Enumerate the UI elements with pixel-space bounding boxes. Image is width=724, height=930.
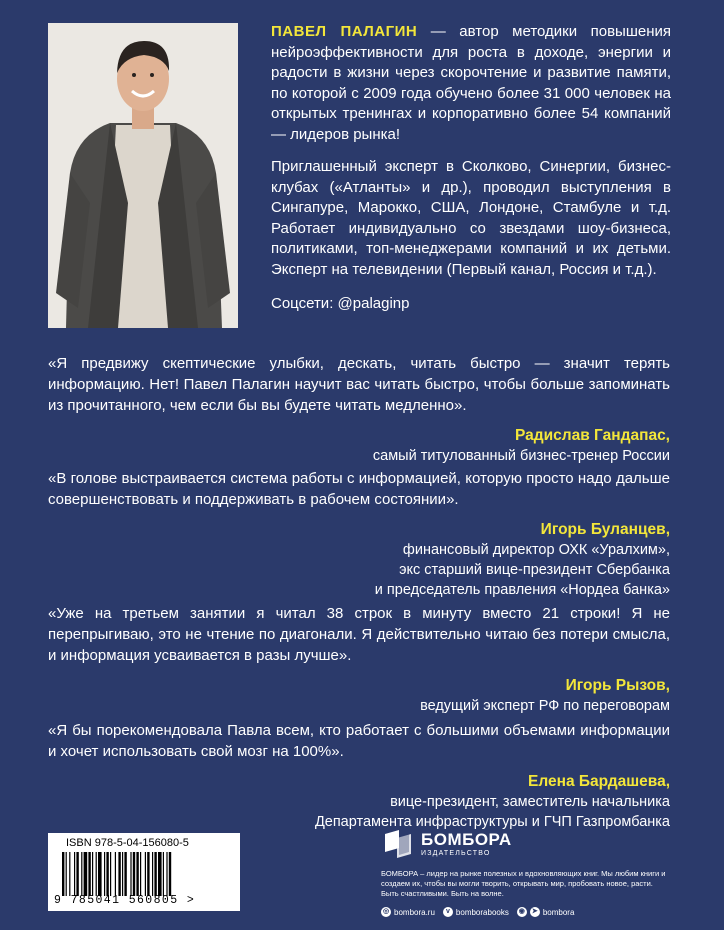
publisher-description: БОМБОРА – лидер на рынке полезных и вдохновляющих книг. Мы любим книги и создаем их, чтобы вы могли творить, открывать мир, пробовать новое, расти. Быть счастливыми. Быть на волне. — [381, 869, 666, 898]
author-photo — [48, 23, 238, 328]
testimonial-1 — [48, 353, 670, 466]
publisher-logo — [381, 828, 681, 860]
publisher-links — [381, 907, 681, 917]
vk-icon: v — [443, 907, 453, 917]
instagram-icon: ◉ — [518, 908, 525, 915]
isbn-label: ISBN 978-5-04-156080-5 — [66, 837, 189, 849]
social-link-label: bombora — [542, 907, 575, 917]
testimonial-2 — [48, 468, 670, 600]
website-link-label: bombora.ru — [394, 907, 435, 917]
testimonial-role: вице-президент, заместитель начальника — [390, 794, 670, 810]
vk-link-label: bomborabooks — [455, 907, 509, 917]
testimonial-text: «Уже на третьем занятии я читал 38 строк в минуту вместо 21 строки! Я не перепрыгиваю, это не чтение по диагонали. Я действительно читаю без потери смысла, и информация усваивается в разы лучше». — [48, 605, 670, 664]
social-link[interactable] — [517, 907, 575, 917]
testimonial-role: и председатель правления «Нордеа банка» — [374, 582, 670, 598]
barcode-icon — [62, 852, 226, 896]
testimonial-role: ведущий эксперт РФ по переговорам — [420, 698, 670, 714]
testimonial-role: самый титулованный бизнес-тренер России — [372, 448, 670, 464]
testimonial-text: «Я бы порекомендовала Павла всем, кто работает с большими объемами информации и хочет использовать свой мозг на 100%». — [48, 722, 670, 760]
bio-intro: — автор методики повышения нейроэффективности для роста в доходе, энергии и радости в жизни через скорочтение и развитие памяти, по которой с 2009 года обучено более 31 000 человек на открытых тренингах и корпоративно более 54 компаний — лидеров рынка! — [271, 23, 671, 143]
author-name: ПАВЕЛ ПАЛАГИН — [271, 23, 418, 40]
testimonial-author: Елена Бардашева, — [528, 773, 670, 790]
publisher-sub: ИЗДАТЕЛЬСТВО — [421, 849, 491, 857]
testimonial-4 — [48, 720, 670, 832]
testimonial-text: «В голове выстраивается система работы с информацией, которую просто надо дальше совершенствовать и поддерживать в рабочем состоянии». — [48, 470, 670, 508]
bio-paragraph-2: Приглашенный эксперт в Сколково, Синергии, бизнес-клубах («Атланты» и др.), проводил выступления в Сингапуре, Марокко, США, Лондоне, Стамбуле и т.д. Работает индивидуально со звездами шоу-бизнеса, политиками, топ-менеджерами компаний и их детьми. Эксперт на телевидении (Первый канал, Россия и т.д.). — [271, 158, 671, 278]
publisher-name: БОМБОРА — [421, 829, 512, 849]
testimonial-text: «Я предвижу скептические улыбки, дескать, читать быстро — значит терять информацию. Нет! Павел Палагин научит вас читать быстро, чтобы больше запоминать из прочитанного, чем если бы вы будете читать медленно». — [48, 355, 670, 414]
author-portrait-illustration — [48, 23, 238, 328]
testimonial-role: финансовый директор ОХК «Уралхим», — [402, 542, 670, 558]
isbn-digits: 9 785041 560805 > — [54, 894, 196, 907]
isbn-barcode-box — [48, 833, 240, 911]
testimonial-role: экс старший вице-президент Сбербанка — [399, 562, 670, 578]
author-bio — [271, 22, 671, 315]
testimonial-author: Игорь Буланцев, — [540, 521, 670, 538]
testimonial-author: Радислав Гандапас, — [515, 427, 670, 444]
globe-icon: ◎ — [382, 908, 390, 915]
website-link[interactable] — [381, 907, 435, 917]
testimonial-author: Игорь Рызов, — [565, 677, 670, 694]
bio-paragraph-1 — [271, 22, 671, 145]
publisher-block — [381, 828, 681, 917]
bombora-logo-icon — [381, 828, 415, 860]
testimonial-role: Департамента инфраструктуры и ГЧП Газпромбанка — [314, 814, 670, 830]
telegram-icon: ➤ — [530, 907, 540, 917]
vk-link[interactable] — [443, 907, 509, 917]
testimonial-3 — [48, 603, 670, 716]
bio-social: Соцсети: @palaginp — [271, 295, 410, 312]
